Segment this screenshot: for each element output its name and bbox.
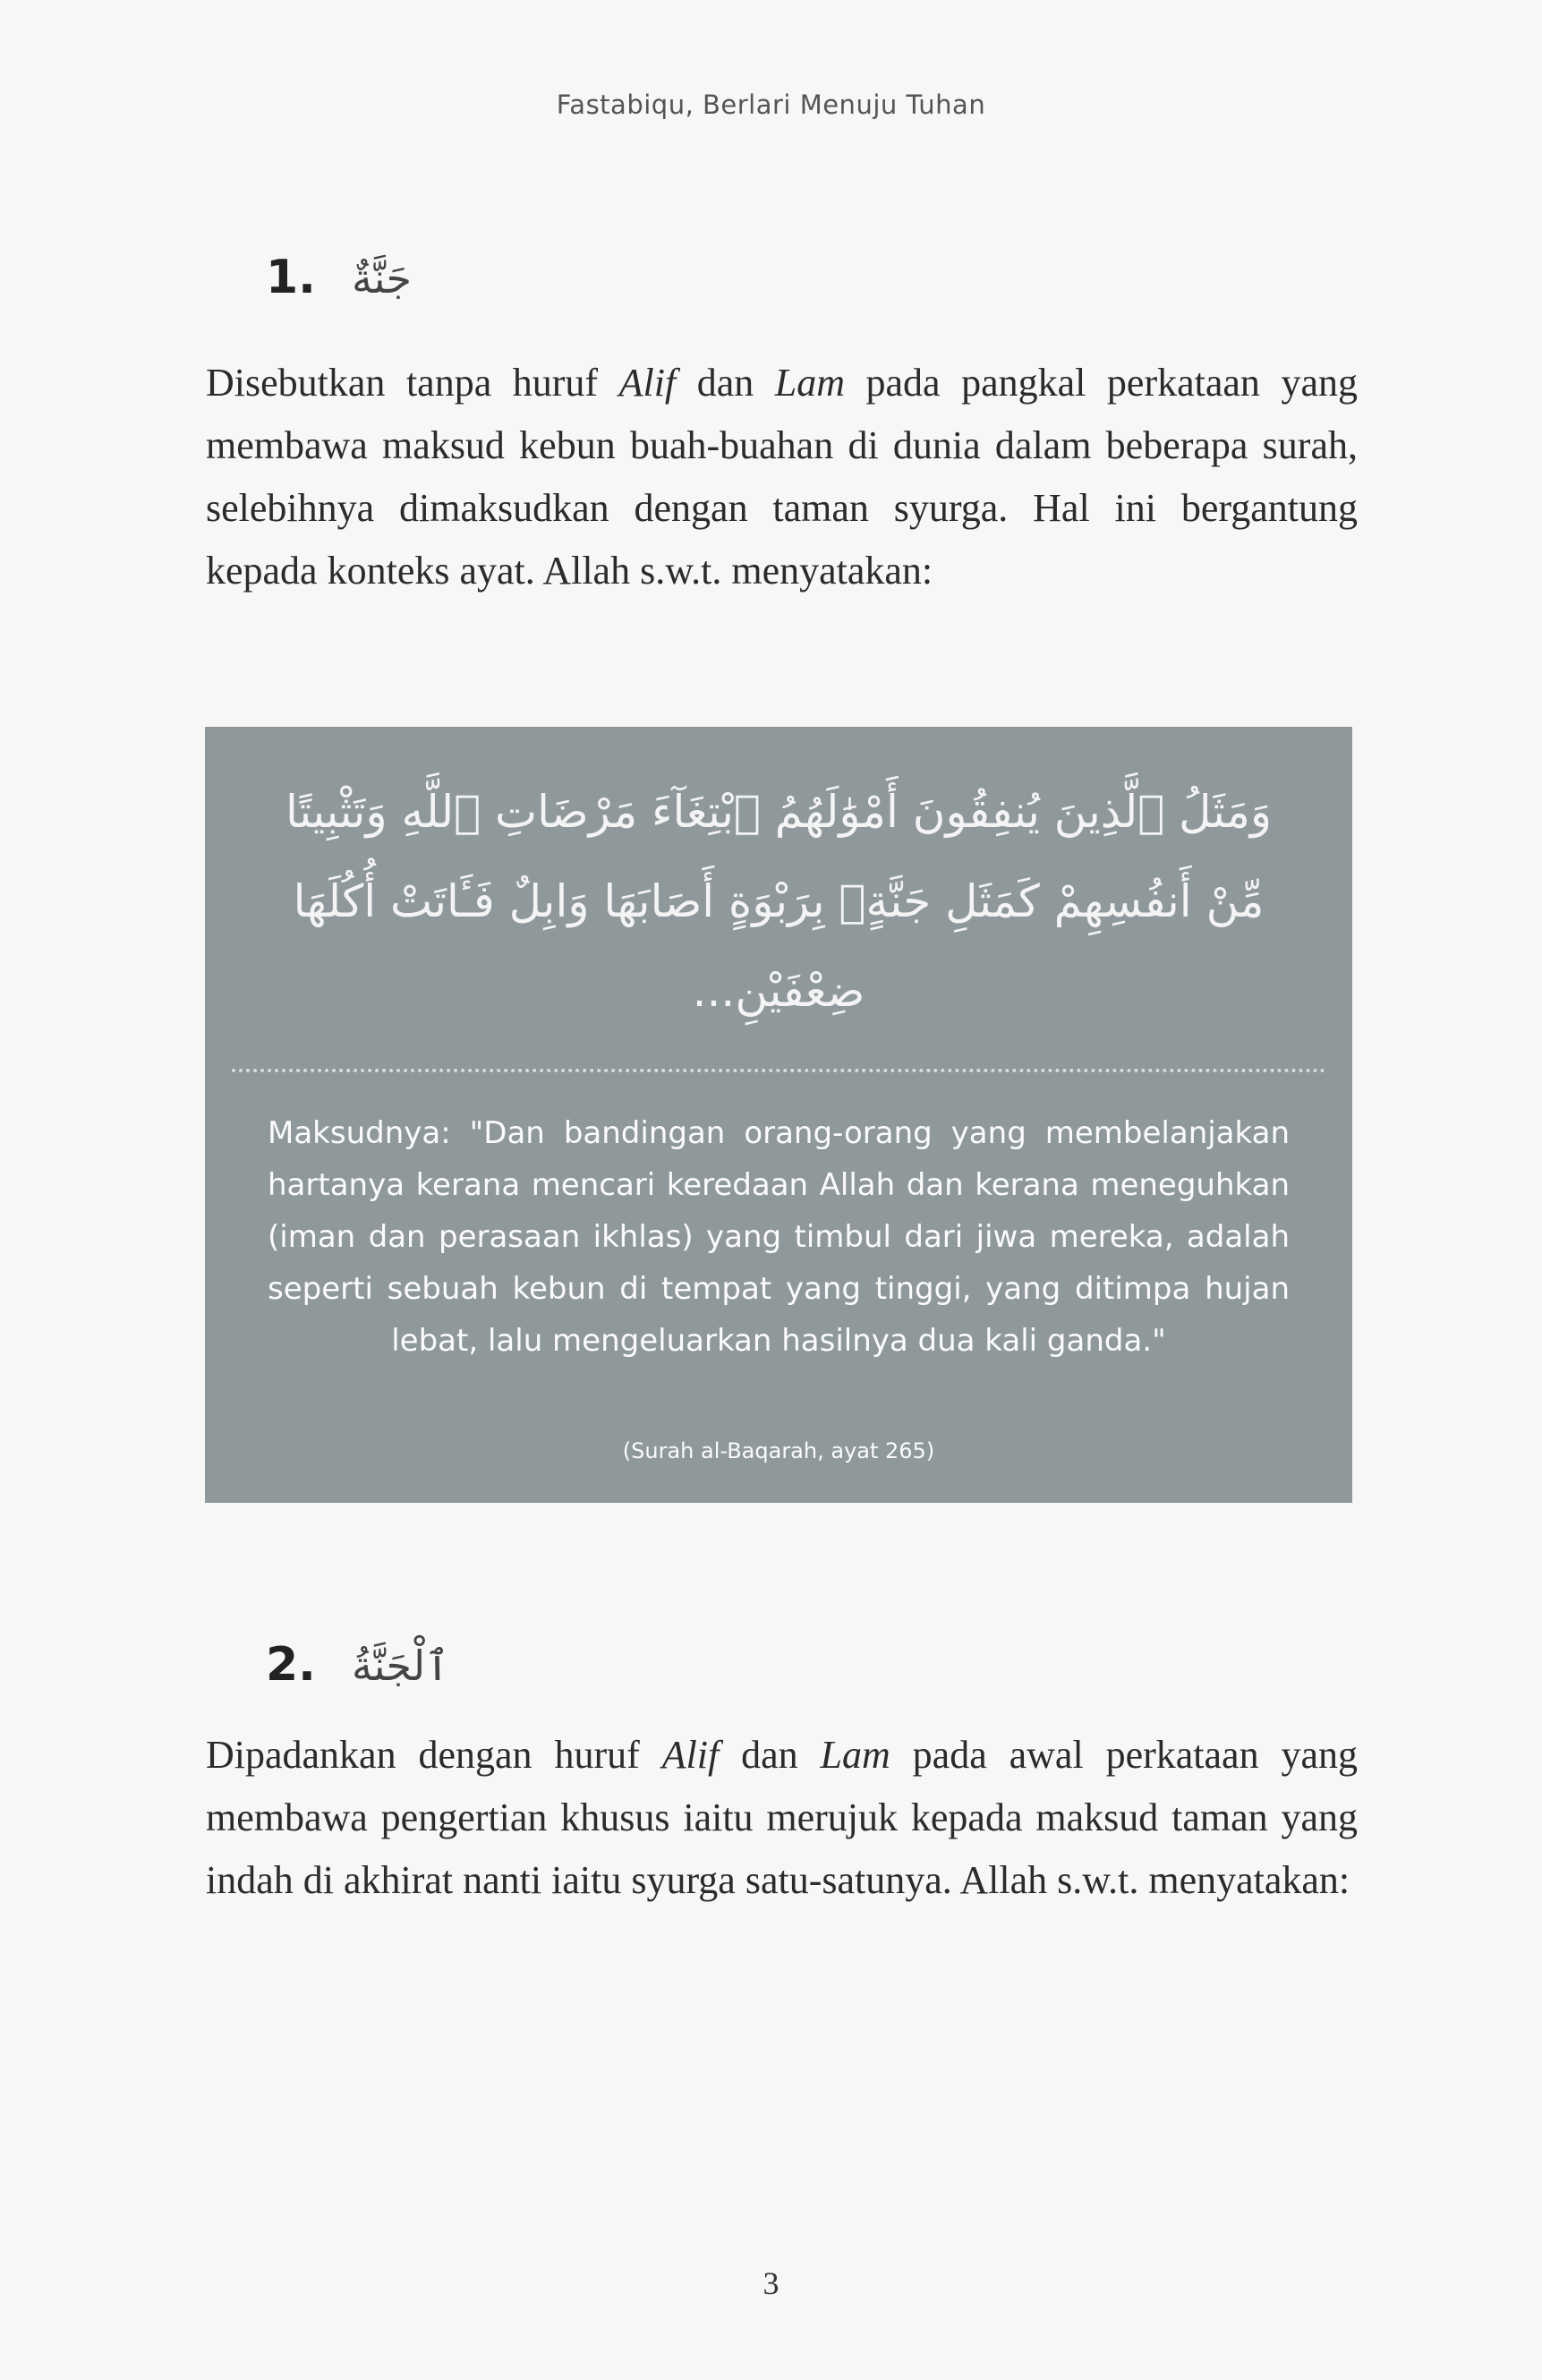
section-1-paragraph bbox=[206, 352, 1358, 602]
verse-translation: Maksudnya: "Dan bandingan orang-orang yang membelanjakan hartanya kerana mencari keredaan Allah dan kerana meneguhkan (iman dan perasaan ikhlas) yang timbul dari jiwa mereka, adalah seperti sebuah kebun di tempat yang tinggi, yang ditimpa hujan lebat, lalu mengeluarkan hasilnya dua kali ganda." bbox=[268, 1115, 1290, 1359]
verse-box bbox=[205, 727, 1352, 1503]
text: dan bbox=[676, 361, 775, 405]
text: Dipadankan dengan huruf bbox=[206, 1733, 662, 1777]
text: dan bbox=[719, 1733, 821, 1777]
lam-term: Lam bbox=[820, 1733, 890, 1777]
running-header: Fastabiqu, Berlari Menuju Tuhan bbox=[556, 90, 986, 120]
page-number: 3 bbox=[762, 2265, 780, 2301]
section-2-paragraph bbox=[206, 1724, 1358, 1912]
arabic-term: ٱلْجَنَّةُ bbox=[351, 1642, 450, 1690]
section-number: 1. bbox=[266, 251, 316, 304]
text: pada pangkal perkataan yang membawa maksud kebun buah-buahan di dunia dalam beberapa surah, selebihnya dimaksudkan dengan taman syurga. Hal ini bergantung kepada konteks ayat. Allah s.w.t. menyatakan: bbox=[206, 361, 1358, 593]
alif-term: Alif bbox=[661, 1733, 720, 1777]
section-number: 2. bbox=[266, 1638, 316, 1692]
quran-verse-arabic: وَمَثَلُ ٱلَّذِينَ يُنفِقُونَ أَمْوَٰلَهُمُ ٱبْتِغَآءَ مَرْضَاتِ ٱللَّهِ وَتَثْبِيتًا مِّنْ أَنفُسِهِمْ كَمَثَلِ جَنَّةٍۭ بِرَبْوَةٍ أَصَابَهَا وَابِلٌ فَـَٔاتَتْ أُكُلَهَا ضِعْفَيْنِ... bbox=[285, 786, 1273, 1017]
section-1-heading bbox=[266, 251, 412, 304]
verse-citation: (Surah al-Baqarah, ayat 265) bbox=[622, 1438, 935, 1463]
text: Disebutkan tanpa huruf bbox=[206, 361, 619, 405]
text: pada awal perkataan yang membawa pengertian khusus iaitu merujuk kepada maksud taman yang indah di akhirat nanti iaitu syurga satu-satunya. Allah s.w.t. menyatakan: bbox=[206, 1733, 1359, 1902]
lam-term: Lam bbox=[774, 361, 845, 405]
arabic-term: جَنَّةٌ bbox=[351, 254, 412, 303]
section-2-heading bbox=[266, 1638, 449, 1692]
dotted-divider bbox=[232, 1069, 1325, 1072]
alif-term: Alif bbox=[618, 361, 677, 405]
